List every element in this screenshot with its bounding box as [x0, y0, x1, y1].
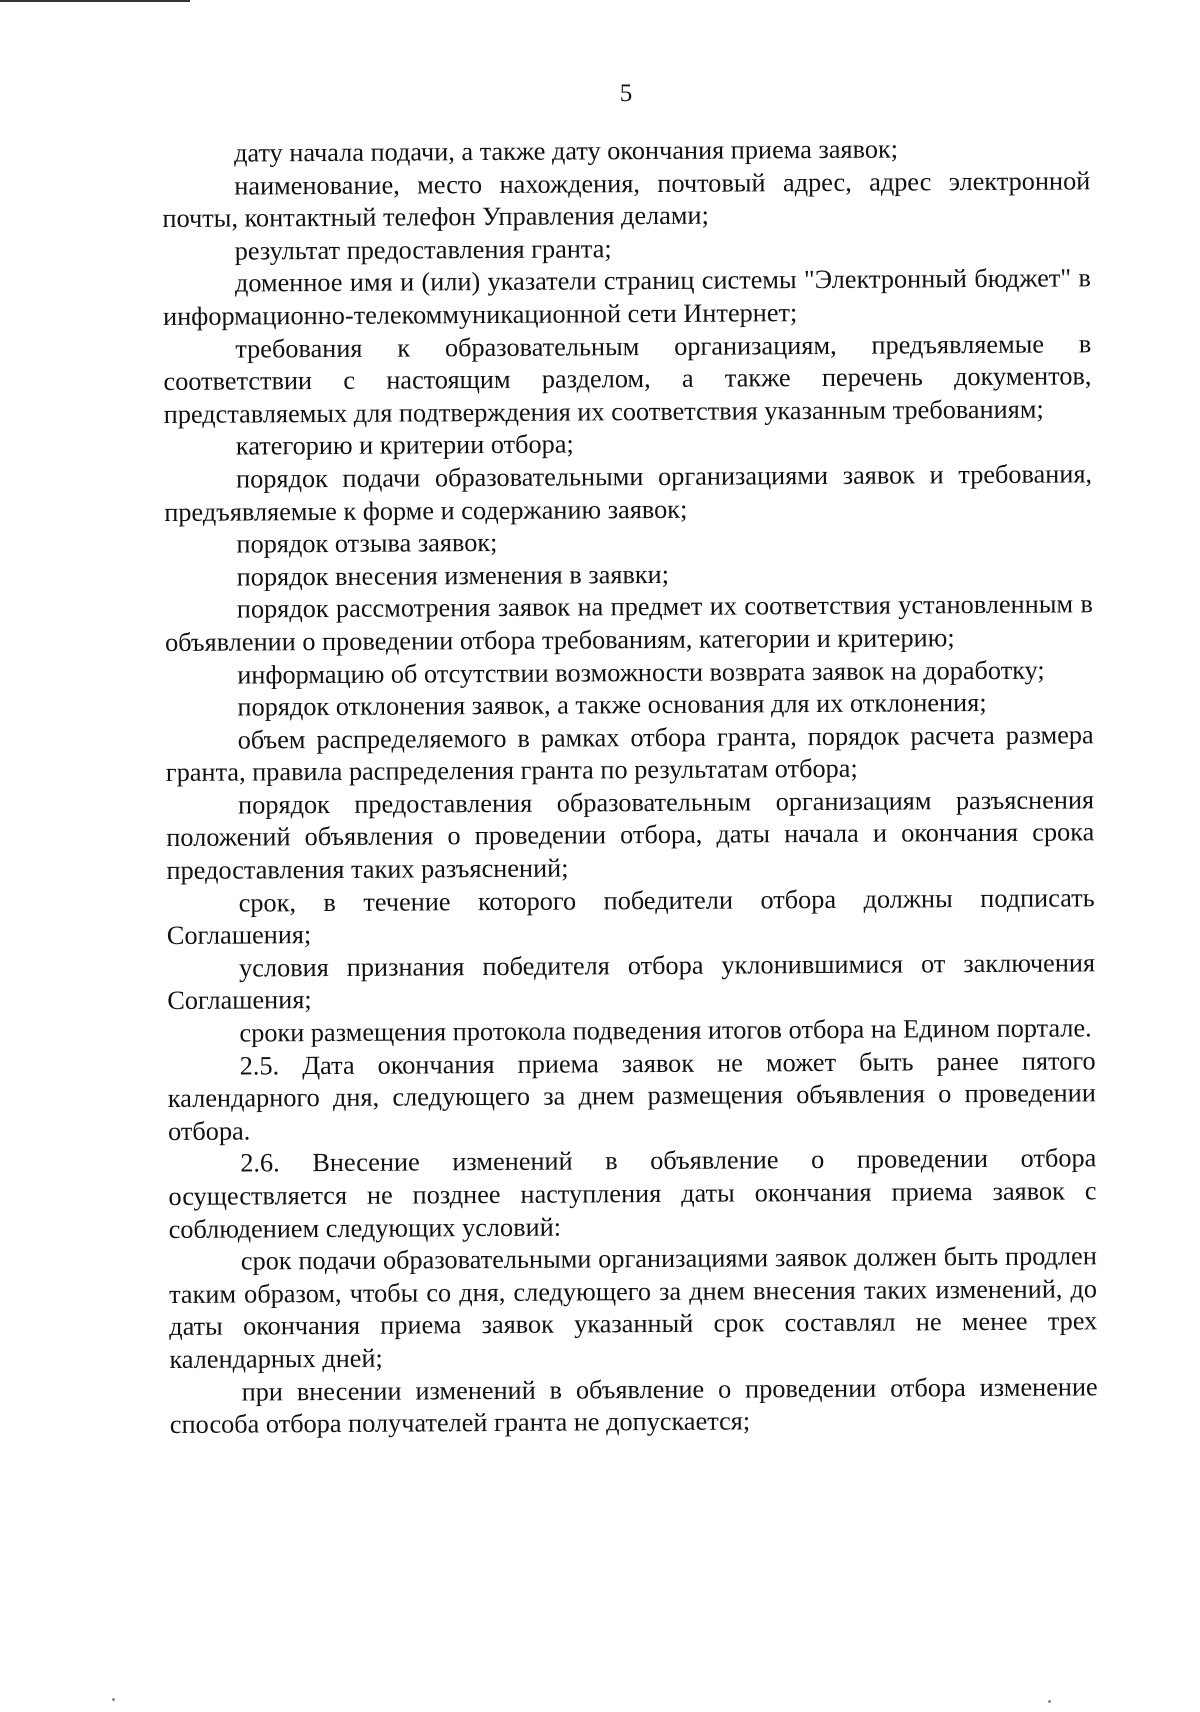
- paragraph: объем распределяемого в рамках отбора гранта, порядок расчета размера гранта, правила распределения гранта по результатам отбора;: [165, 720, 1094, 788]
- paragraph: 2.5. Дата окончания приема заявок не может быть ранее пятого календарного дня, следующего за днем размещения объявления о проведении отбора.: [167, 1045, 1096, 1146]
- paragraph: сроки размещения протокола подведения итогов отбора на Едином портале.: [239, 1013, 1092, 1048]
- scan-speck: [112, 1698, 115, 1701]
- paragraph: информацию об отсутствии возможности возврата заявок на доработку;: [237, 655, 1045, 690]
- paragraph: категорию и критерии отбора;: [235, 429, 574, 461]
- paragraph: порядок предоставления образовательным организациям разъяснения положений объявления о проведении отбора, даты начала и окончания срока предоставления таких разъяснений;: [166, 785, 1095, 886]
- scan-speck: [1048, 1700, 1051, 1703]
- paragraph: порядок отклонения заявок, а также основания для их отклонения;: [237, 688, 987, 722]
- paragraph: срок подачи образовательными организациями заявок должен быть продлен таким образом, чтобы со дня, следующего за днем внесения таких изменений, до даты окончания приема заявок указанный срок составлял не менее трех календарных дней;: [168, 1241, 1098, 1374]
- paragraph: условия признания победителя отбора уклонившимися от заключения Соглашения;: [167, 948, 1096, 1016]
- scan-edge-line: [0, 0, 190, 2]
- paragraph: дату начала подачи, а также дату окончания приема заявок;: [234, 134, 899, 168]
- paragraph: порядок внесения изменения в заявки;: [236, 559, 670, 592]
- paragraph: требования к образовательным организациям, предъявляемые в соответствии с настоящим разделом, а также перечень документов, представляемых для подтверждения их соответствия указанным требованиям;: [163, 328, 1092, 429]
- page-number: 5: [619, 80, 633, 107]
- paragraph: порядок подачи образовательными организациями заявок и требования, предъявляемые к форме и содержанию заявок;: [164, 459, 1093, 527]
- paragraph: срок, в течение которого победители отбора должны подписать Соглашения;: [166, 882, 1095, 951]
- paragraph: 2.6. Внесение изменений в объявление о проведении отбора осуществляется не позднее наступления даты окончания приема заявок с соблюдением следующих условий:: [168, 1143, 1097, 1244]
- paragraph: порядок отзыва заявок;: [236, 528, 498, 559]
- paragraph: при внесении изменений в объявление о проведении отбора изменение способа отбора получателей гранта не допускается;: [169, 1371, 1098, 1440]
- paragraph: результат предоставления гранта;: [234, 234, 612, 266]
- paragraph: доменное имя и (или) указатели страниц системы "Электронный бюджет" в информационно-телекоммуникационной сети Интернет;: [163, 263, 1091, 331]
- paragraph: наименование, место нахождения, почтовый адрес, адрес электронной почты, контактный телефон Управления делами;: [162, 165, 1091, 234]
- document-body: [162, 132, 1098, 1441]
- paragraph: порядок рассмотрения заявок на предмет их соответствия установленным в объявлении о проведении отбора требованиям, категории и критерию;: [164, 589, 1093, 657]
